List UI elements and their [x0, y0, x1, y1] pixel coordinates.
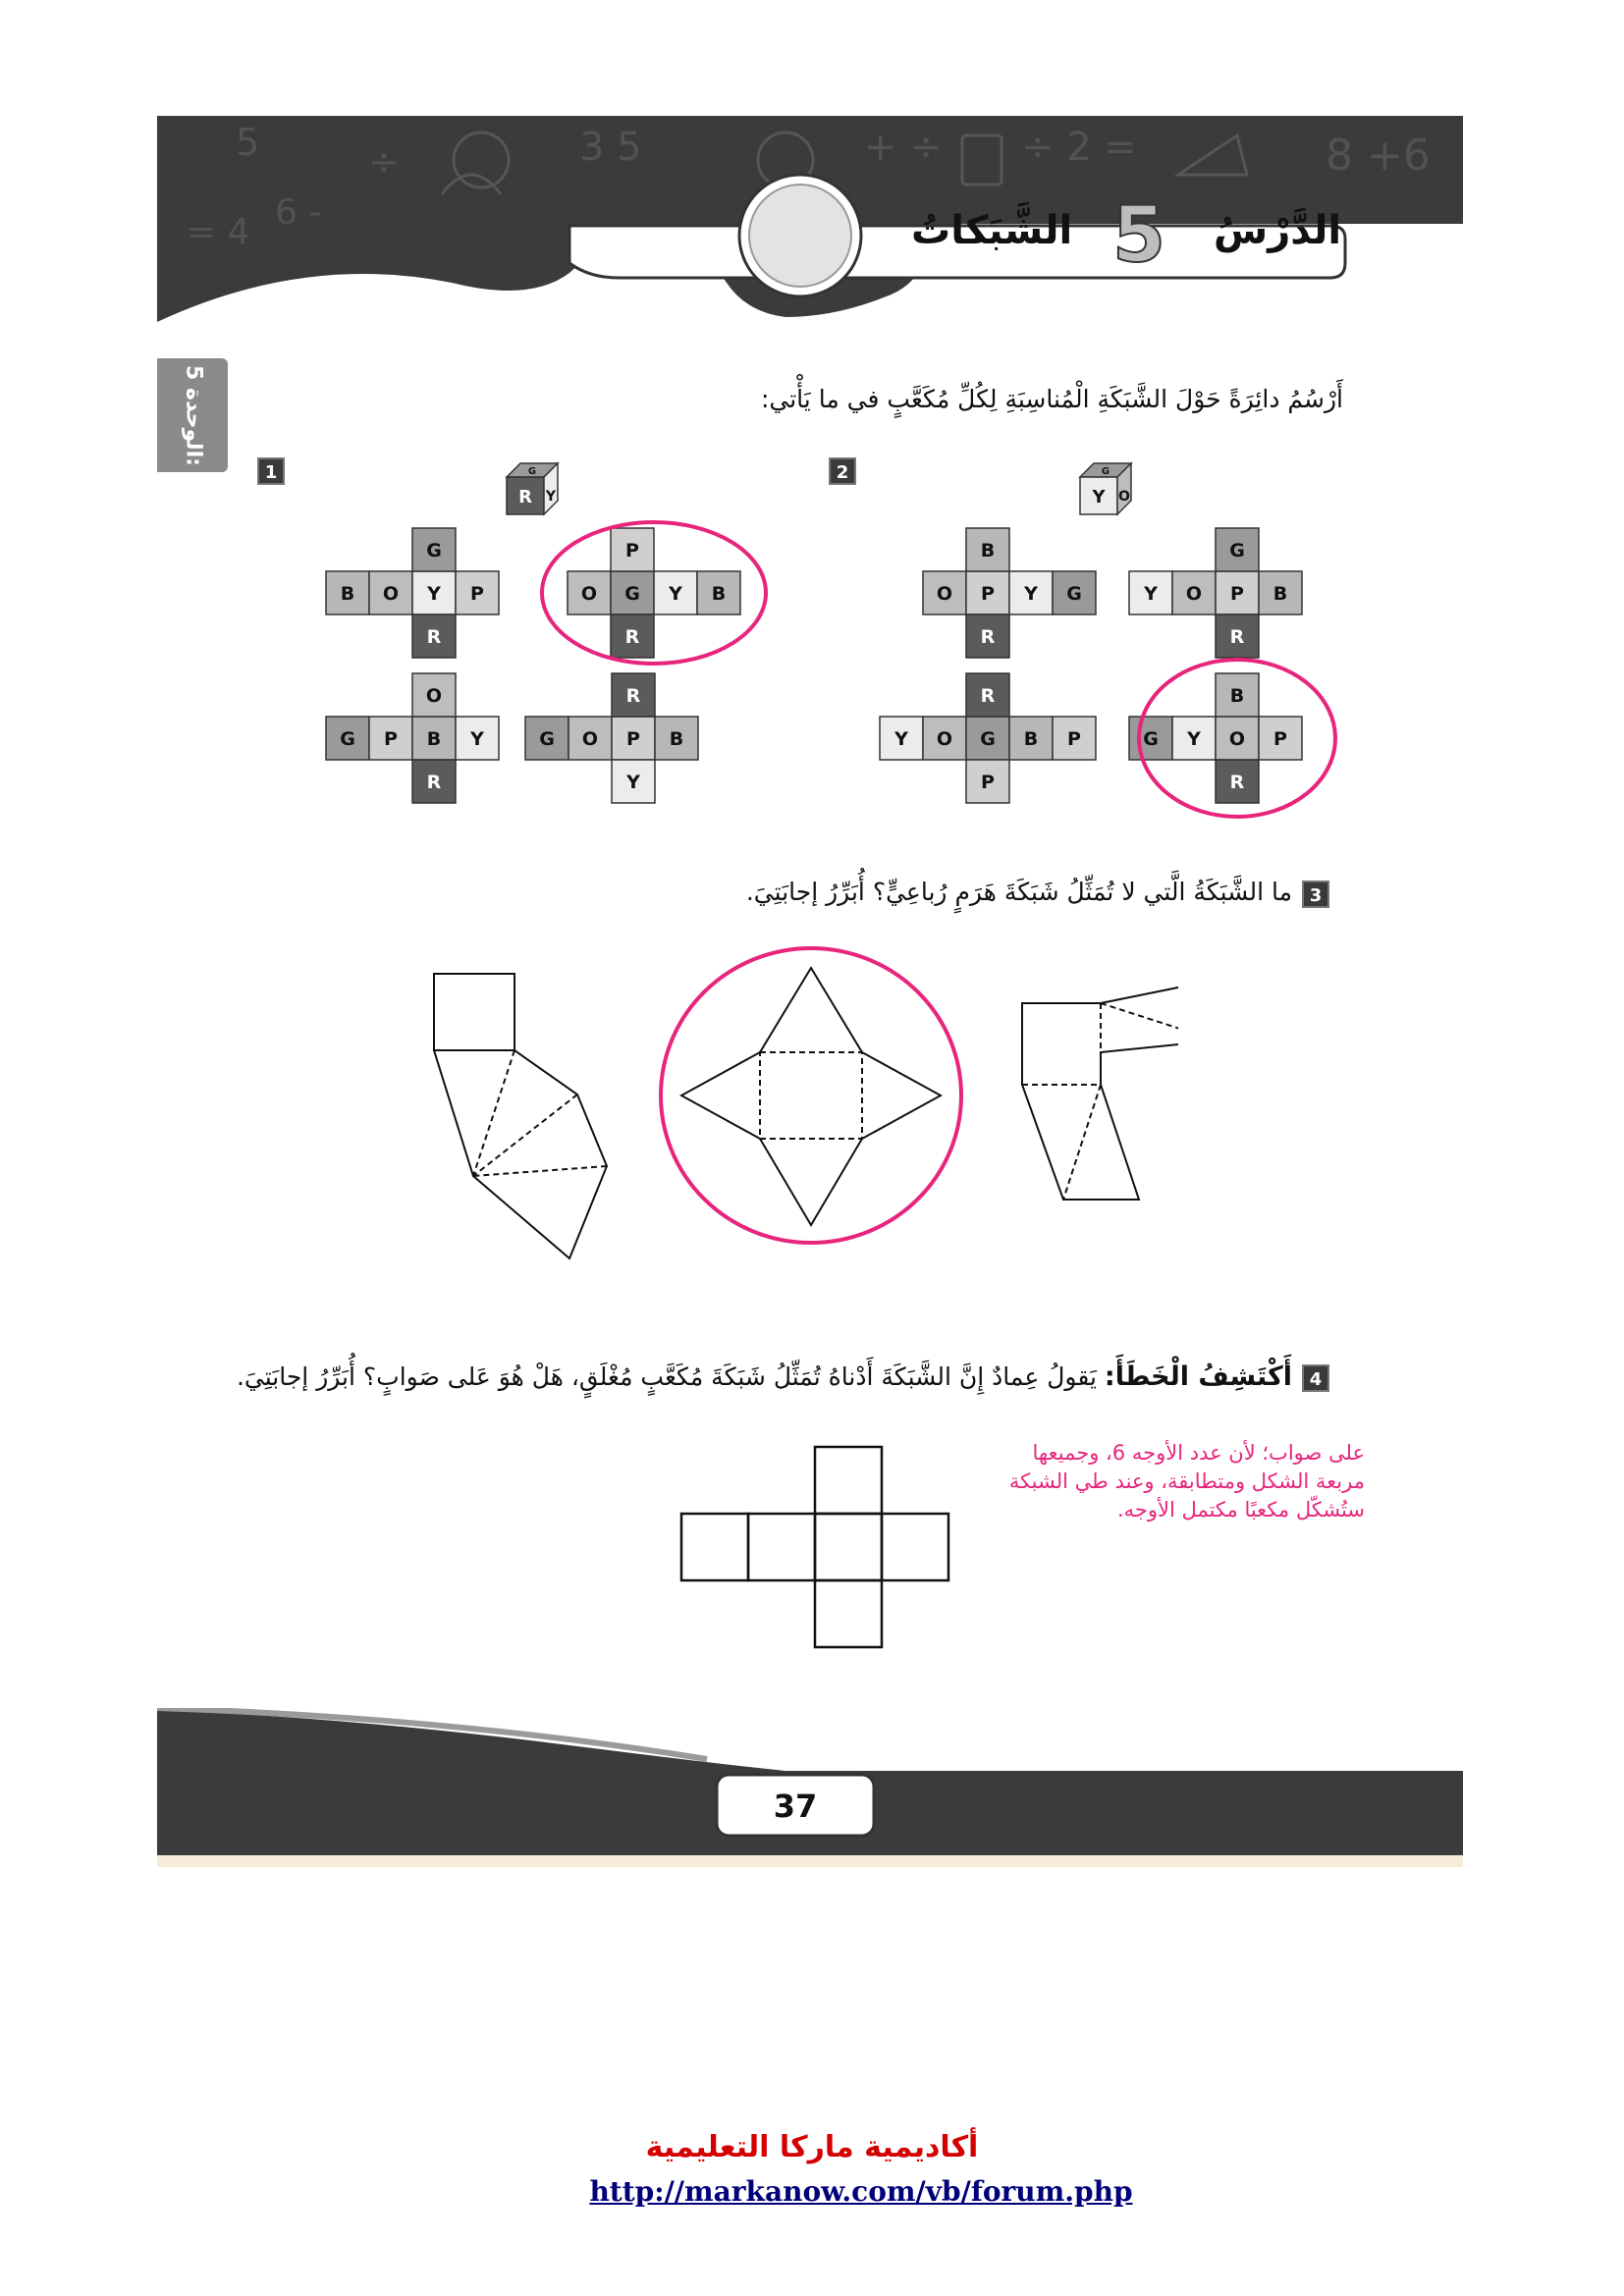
- net-face-bottom: [412, 614, 456, 658]
- net-face: [1172, 717, 1216, 760]
- lesson-number: 5: [1111, 191, 1166, 280]
- svg-text:6 -: 6 -: [275, 192, 322, 233]
- net-face-bottom: [1216, 760, 1259, 803]
- net-face: [1129, 717, 1172, 760]
- net-face: [1053, 571, 1096, 614]
- q1-net-1: [326, 528, 499, 658]
- net-face-letter: B: [340, 583, 355, 605]
- net-face: [1259, 717, 1302, 760]
- question-number-4: 4: [1302, 1364, 1329, 1392]
- net-face-letter: B: [1272, 583, 1288, 605]
- net-face-letter: Y: [894, 728, 908, 750]
- net-face: [412, 571, 456, 614]
- net-face: [966, 571, 1009, 614]
- net-face: [1216, 717, 1259, 760]
- main-instruction: أَرْسُمُ دائِرَةً حَوْلَ الشَّبَكَةِ الْمُناسِبَةِ لِكُلِّ مُكَعَّبٍ في ما يَأْتي:: [760, 385, 1343, 413]
- net-face-top: [612, 673, 655, 717]
- net-face-letter: P: [470, 583, 484, 605]
- pyramid-net-b: [681, 968, 941, 1225]
- net-face-letter: R: [624, 626, 640, 648]
- cube-top-letter: G: [1101, 466, 1110, 477]
- q1-net-2: [568, 528, 740, 658]
- net-face: [966, 717, 1009, 760]
- net-face-letter: R: [1229, 772, 1245, 793]
- net-face: [369, 571, 412, 614]
- net-face: [923, 717, 966, 760]
- net-face-letter: O: [1185, 583, 1203, 605]
- pyramid-net-c: [1022, 980, 1178, 1200]
- net-face-letter: B: [669, 728, 684, 750]
- cube-front-letter: R: [518, 487, 532, 507]
- net-face-letter: Y: [1144, 583, 1158, 605]
- question-4-label: أَكْتَشِفُ الْخَطَأَ:: [1104, 1362, 1292, 1392]
- q2-net-3: [880, 673, 1096, 803]
- net-face: [1009, 717, 1053, 760]
- net-face-letter: B: [426, 728, 442, 750]
- net-face-letter: P: [625, 540, 639, 561]
- net-face-top: [412, 528, 456, 571]
- net-face-letter: Y: [427, 583, 441, 605]
- net-face-letter: B: [980, 540, 996, 561]
- pyramid-net-a: [434, 974, 607, 1258]
- cube-side-letter: O: [1118, 489, 1130, 505]
- lesson-label: الدَّرْسُ: [1214, 208, 1342, 253]
- net-face-letter: O: [581, 728, 599, 750]
- svg-text:+ ÷: + ÷: [864, 125, 943, 170]
- net-face: [456, 571, 499, 614]
- net-face-letter: O: [936, 728, 953, 750]
- net-face-letter: R: [625, 685, 641, 707]
- net-face-letter: G: [426, 540, 442, 561]
- net-face: [923, 571, 966, 614]
- net-face-letter: O: [382, 583, 400, 605]
- net-face: [1053, 717, 1096, 760]
- net-face-letter: O: [580, 583, 598, 605]
- net-face-bottom: [1216, 614, 1259, 658]
- cube-nets-area: [0, 0, 1624, 854]
- net-face-letter: Y: [470, 728, 484, 750]
- net-face: [1259, 571, 1302, 614]
- net-face-letter: P: [384, 728, 398, 750]
- net-face-letter: P: [1230, 583, 1244, 605]
- net-face-letter: Y: [626, 772, 640, 793]
- net-face: [654, 571, 697, 614]
- net-face: [1009, 571, 1053, 614]
- net-face-letter: G: [1143, 728, 1159, 750]
- cube-2: [1080, 463, 1131, 514]
- svg-text:÷: ÷: [368, 140, 400, 184]
- answer-note-line-2: مربعة الشكل ومتطابقة، وعند طي الشبكة: [1008, 1469, 1365, 1493]
- net-face: [611, 571, 654, 614]
- unit-tab-label: الوحدة 5:: [181, 365, 206, 466]
- pyramid-nets: [393, 942, 1178, 1296]
- svg-text:= 4: = 4: [187, 212, 250, 252]
- net-face: [1172, 571, 1216, 614]
- net-face-top: [611, 528, 654, 571]
- net-face: [456, 717, 499, 760]
- net-face-letter: Y: [1187, 728, 1201, 750]
- net-face: [326, 571, 369, 614]
- net-face-letter: G: [1066, 583, 1082, 605]
- cube-front-letter: Y: [1092, 487, 1106, 507]
- net-face-letter: G: [980, 728, 996, 750]
- net-face-letter: P: [1067, 728, 1081, 750]
- net-face-top: [1216, 528, 1259, 571]
- net-face-letter: G: [340, 728, 355, 750]
- net-face: [326, 717, 369, 760]
- net-face-bottom: [412, 760, 456, 803]
- net-face-letter: O: [936, 583, 953, 605]
- net-face-letter: B: [1023, 728, 1039, 750]
- lesson-title: الشَّبَكاتُ: [911, 208, 1073, 253]
- net-face-letter: Y: [1024, 583, 1038, 605]
- net-face-letter: G: [539, 728, 555, 750]
- question-number-2: 2: [829, 457, 856, 485]
- svg-text:5: 5: [236, 121, 260, 164]
- net-face-bottom: [612, 760, 655, 803]
- q1-net-4: [525, 673, 698, 803]
- cube-side-letter: Y: [545, 489, 557, 505]
- q1-net-3: [326, 673, 499, 803]
- net-face-bottom: [966, 614, 1009, 658]
- net-face-letter: P: [626, 728, 640, 750]
- page-number: 37: [773, 1788, 818, 1825]
- question-4-body: يَقولُ عِمادٌ إِنَّ الشَّبَكَةَ أَدْناهُ تُمَثِّلُ شَبَكَةَ مُكَعَّبٍ مُغْلَقٍ، هَلْ هُوَ عَلى صَوابٍ؟ أُبَرِّرُ إجابَتِيَ.: [236, 1362, 1097, 1391]
- net-face-letter: B: [1229, 685, 1245, 707]
- answer-circle-q3: [661, 948, 961, 1243]
- net-face-bottom: [966, 760, 1009, 803]
- cube-net-q4: [668, 1433, 982, 1659]
- net-face-top: [412, 673, 456, 717]
- net-face-letter: G: [1229, 540, 1245, 561]
- net-face: [369, 717, 412, 760]
- nets-question-1: [326, 522, 766, 803]
- q2-net-1: [923, 528, 1096, 658]
- net-face: [1129, 571, 1172, 614]
- net-face-letter: R: [426, 626, 442, 648]
- net-face-top: [1216, 673, 1259, 717]
- net-face-letter: O: [425, 685, 443, 707]
- question-number-1: 1: [257, 457, 285, 485]
- academy-name: أكاديمية ماركا التعليمية: [645, 2130, 979, 2164]
- forum-link[interactable]: http://markanow.com/vb/forum.php: [589, 2175, 1133, 2208]
- net-face-letter: P: [1273, 728, 1287, 750]
- nets-question-2: [880, 528, 1335, 817]
- cube-1: [507, 463, 558, 514]
- net-face-letter: P: [981, 583, 995, 605]
- net-face: [1216, 571, 1259, 614]
- net-face-bottom: [611, 614, 654, 658]
- net-face: [697, 571, 740, 614]
- net-face-letter: R: [1229, 626, 1245, 648]
- net-face-letter: R: [426, 772, 442, 793]
- net-face: [568, 717, 612, 760]
- net-face-top: [966, 673, 1009, 717]
- question-4-text: [236, 1362, 1292, 1392]
- question-3-text: ما الشَّبَكَةُ الَّتي لا تُمَثِّلُ شَبَكَةَ هَرَمٍ رُباعِيٍّ؟ أُبَرِّرُ إجابَتِيَ.: [745, 878, 1292, 906]
- net-face-letter: R: [980, 685, 996, 707]
- answer-note-line-1: على صواب؛ لأن عدد الأوجه 6، وجميعها: [1032, 1441, 1365, 1465]
- net-face-top: [966, 528, 1009, 571]
- net-face-letter: R: [980, 626, 996, 648]
- net-face: [525, 717, 568, 760]
- net-face: [880, 717, 923, 760]
- answer-note-line-3: ستُشكّل مكعبًا مكتمل الأوجه.: [1117, 1498, 1365, 1522]
- net-face-letter: P: [981, 772, 995, 793]
- answer-note: [972, 1439, 1365, 1524]
- question-number-3: 3: [1302, 881, 1329, 908]
- svg-text:÷ 2 =: ÷ 2 =: [1021, 125, 1137, 170]
- net-face: [568, 571, 611, 614]
- net-face-letter: Y: [669, 583, 682, 605]
- svg-text:8 +6: 8 +6: [1326, 131, 1431, 181]
- net-face-letter: O: [1228, 728, 1246, 750]
- net-face: [412, 717, 456, 760]
- svg-text:3 5: 3 5: [579, 125, 642, 170]
- net-face: [655, 717, 698, 760]
- net-face: [612, 717, 655, 760]
- net-face-letter: G: [624, 583, 640, 605]
- net-face-letter: B: [711, 583, 727, 605]
- cube-top-letter: G: [527, 466, 537, 477]
- q2-net-2: [1129, 528, 1302, 658]
